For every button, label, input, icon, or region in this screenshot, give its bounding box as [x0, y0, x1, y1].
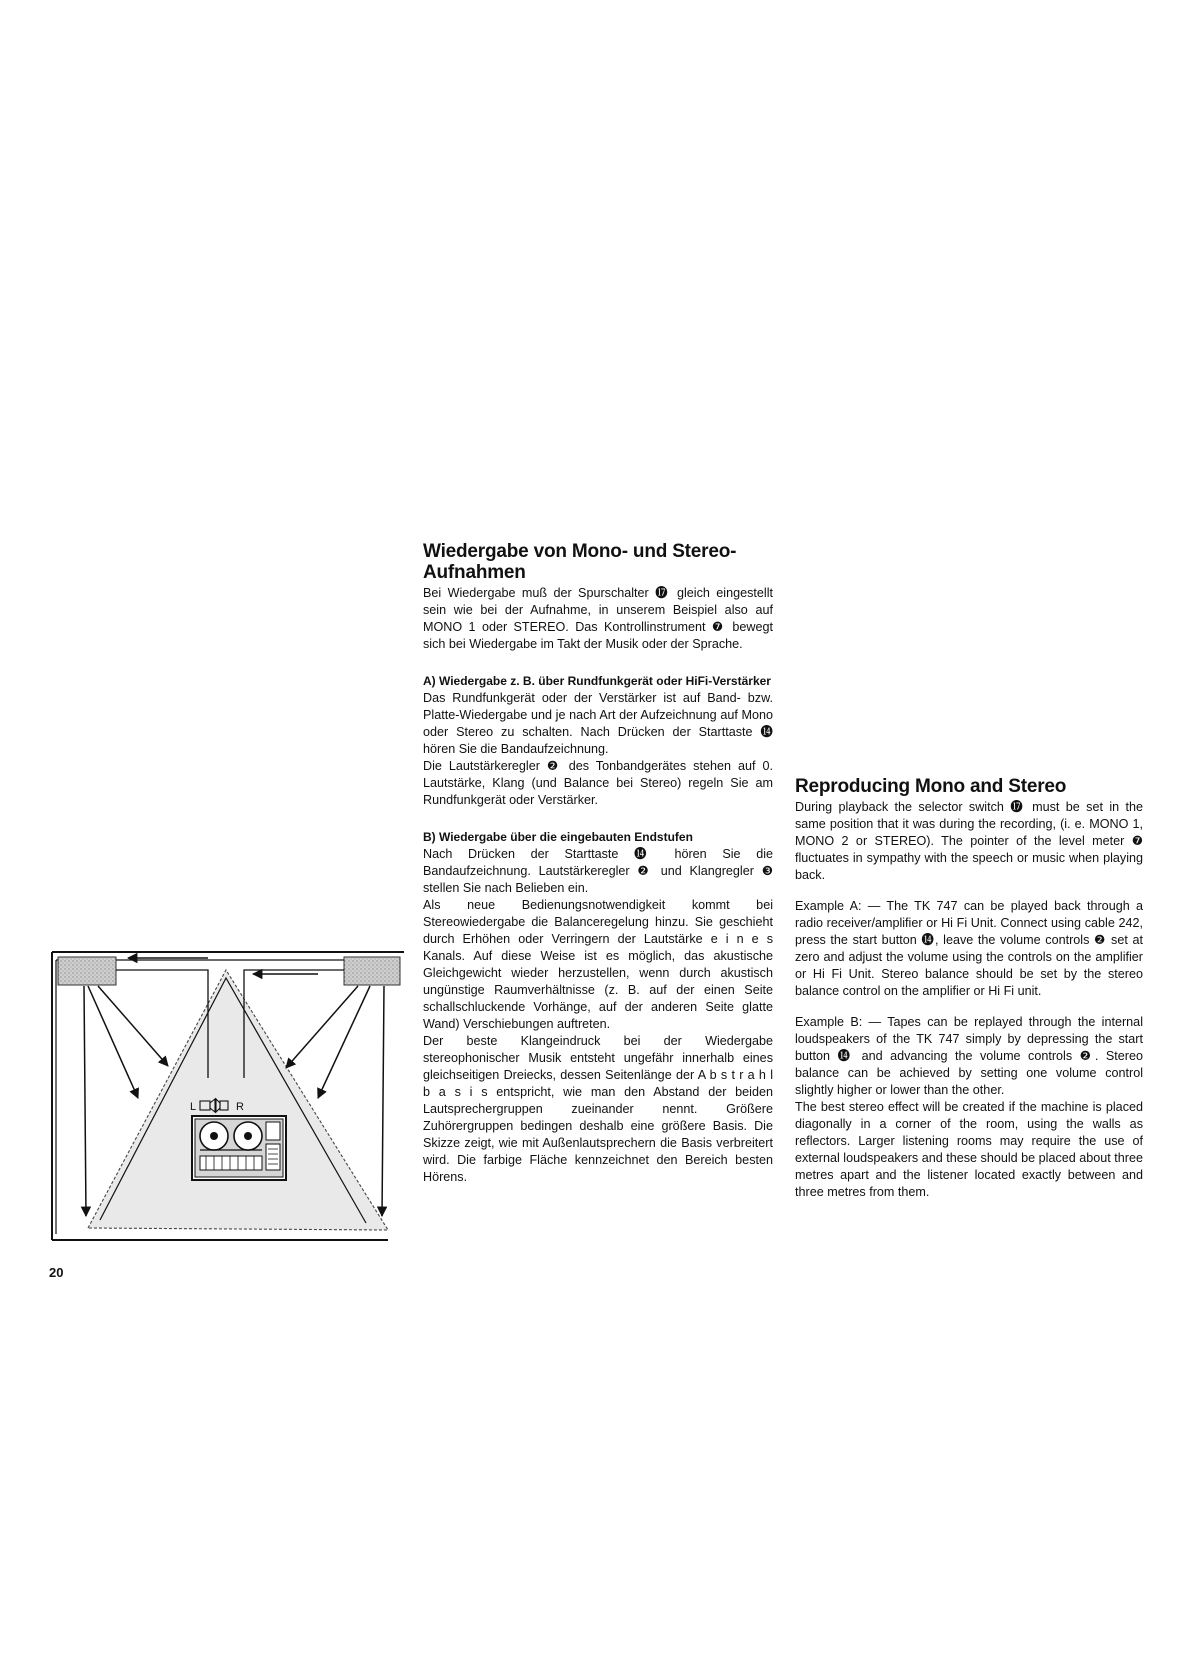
german-section-a-title: A) Wiedergabe z. B. über Rundfunkgerät oder HiFi-Verstärker [423, 674, 771, 688]
english-title: Reproducing Mono and Stereo [795, 776, 1067, 797]
left-external-speaker [58, 957, 116, 985]
channel-right-label: R [236, 1101, 244, 1113]
page-number: 20 [49, 1265, 64, 1280]
tape-recorder-icon [192, 1116, 286, 1180]
german-intro: Bei Wiedergabe muß der Spurschalter ⓱ gleich eingestellt sein wie bei der Aufnahme, in unserem Beispiel also auf MONO 1 oder STEREO. Das Kontrollinstrument ❼ bewegt sich bei Wiedergabe im Takt der Musik oder der Sprache. [423, 586, 773, 651]
speaker-placement-diagram [48, 948, 420, 1256]
english-last-paragraph: The best stereo effect will be created if the machine is placed diagonally in a corner of the room, using the walls as reflectors. Larger listening rooms may require the use of external loudspeakers and these should be placed about three metres apart and the listener located exactly between and three metres from them. [795, 1100, 1143, 1199]
english-example-b: Example B: — Tapes can be replayed through the internal loudspeakers of the TK 747 simply by depressing the start button ⓮ and advancing the volume controls ❷. Stereo balance can be achieved by setting one volume control slightly higher or lower than the other. [795, 1015, 1143, 1097]
german-section-b-paragraph-1: Nach Drücken der Starttaste ⓮ hören Sie die Bandaufzeichnung. Lautstärkeregler ❷ und Klangregler ❸ stellen Sie nach Belieben ein. [423, 847, 773, 895]
right-external-speaker [344, 957, 400, 985]
english-column [795, 776, 1143, 1201]
channel-left-label: L [190, 1101, 197, 1113]
listening-triangle [88, 970, 388, 1230]
german-section-a-paragraph-1: Das Rundfunkgerät oder der Verstärker ist auf Band- bzw. Platte-Wiedergabe und je nach Art der Aufzeichnung auf Mono oder Stereo zu schalten. Nach Drücken der Starttaste ⓮ hören Sie die Bandaufzeichnung. [423, 691, 773, 756]
german-column [423, 541, 773, 1186]
german-section-b-title: B) Wiedergabe über die eingebauten Endstufen [423, 830, 693, 844]
german-section-a-paragraph-2: Die Lautstärkeregler ❷ des Tonbandgerätes stehen auf 0. Lautstärke, Klang (und Balance bei Stereo) regeln Sie am Rundfunkgerät oder Verstärker. [423, 759, 773, 807]
english-example-a: Example A: — The TK 747 can be played back through a radio receiver/amplifier or Hi Fi Unit. Connect using cable 242, press the start button ⓮, leave the volume controls ❷ set at zero and adjust the volume using the controls on the amplifier or Hi Fi Unit. Stereo balance should be set by the stereo balance control on the amplifier or Hi Fi unit. [795, 899, 1143, 998]
english-paragraph-1: During playback the selector switch ⓱ must be set in the same position that it was during the recording, (i. e. MONO 1, MONO 2 or STEREO). The pointer of the level meter ❼ fluctuates in sympathy with the speech or music when playing back. [795, 800, 1143, 882]
german-section-b-paragraph-3: Der beste Klangeindruck bei der Wiedergabe stereophonischer Musik entsteht ungefähr innerhalb eines gleichseitigen Dreiecks, dessen Seitenlänge der A b s t r a h l b a s i s entspricht, wie man den Abstand der beiden Lautsprechergruppen zueinander nennt. Größere Zuhörergruppen bedingen deshalb eine größere Basis. Die Skizze zeigt, wie mit Außenlautsprechern die Basis verbreitert wird. Die farbige Fläche kennzeichnet den Bereich besten Hörens. [423, 1034, 773, 1184]
german-section-b-paragraph-2: Als neue Bedienungsnotwendigkeit kommt bei Stereowiedergabe die Balanceregelung hinzu. Sie geschieht durch Erhöhen oder Verringern der Lautstärke e i n e s Kanals. Auf diese Weise ist es möglich, das akustische Gleichgewicht wieder herzustellen, wenn durch akustisch ungünstige Raumverhältnisse (z. B. auf der einen Seite schallschluckende Vorhänge, auf der anderen Seite glatte Wand) Verschiebungen auftreten. [423, 898, 773, 1031]
german-title: Wiedergabe von Mono- und Stereo-Aufnahmen [423, 541, 737, 583]
